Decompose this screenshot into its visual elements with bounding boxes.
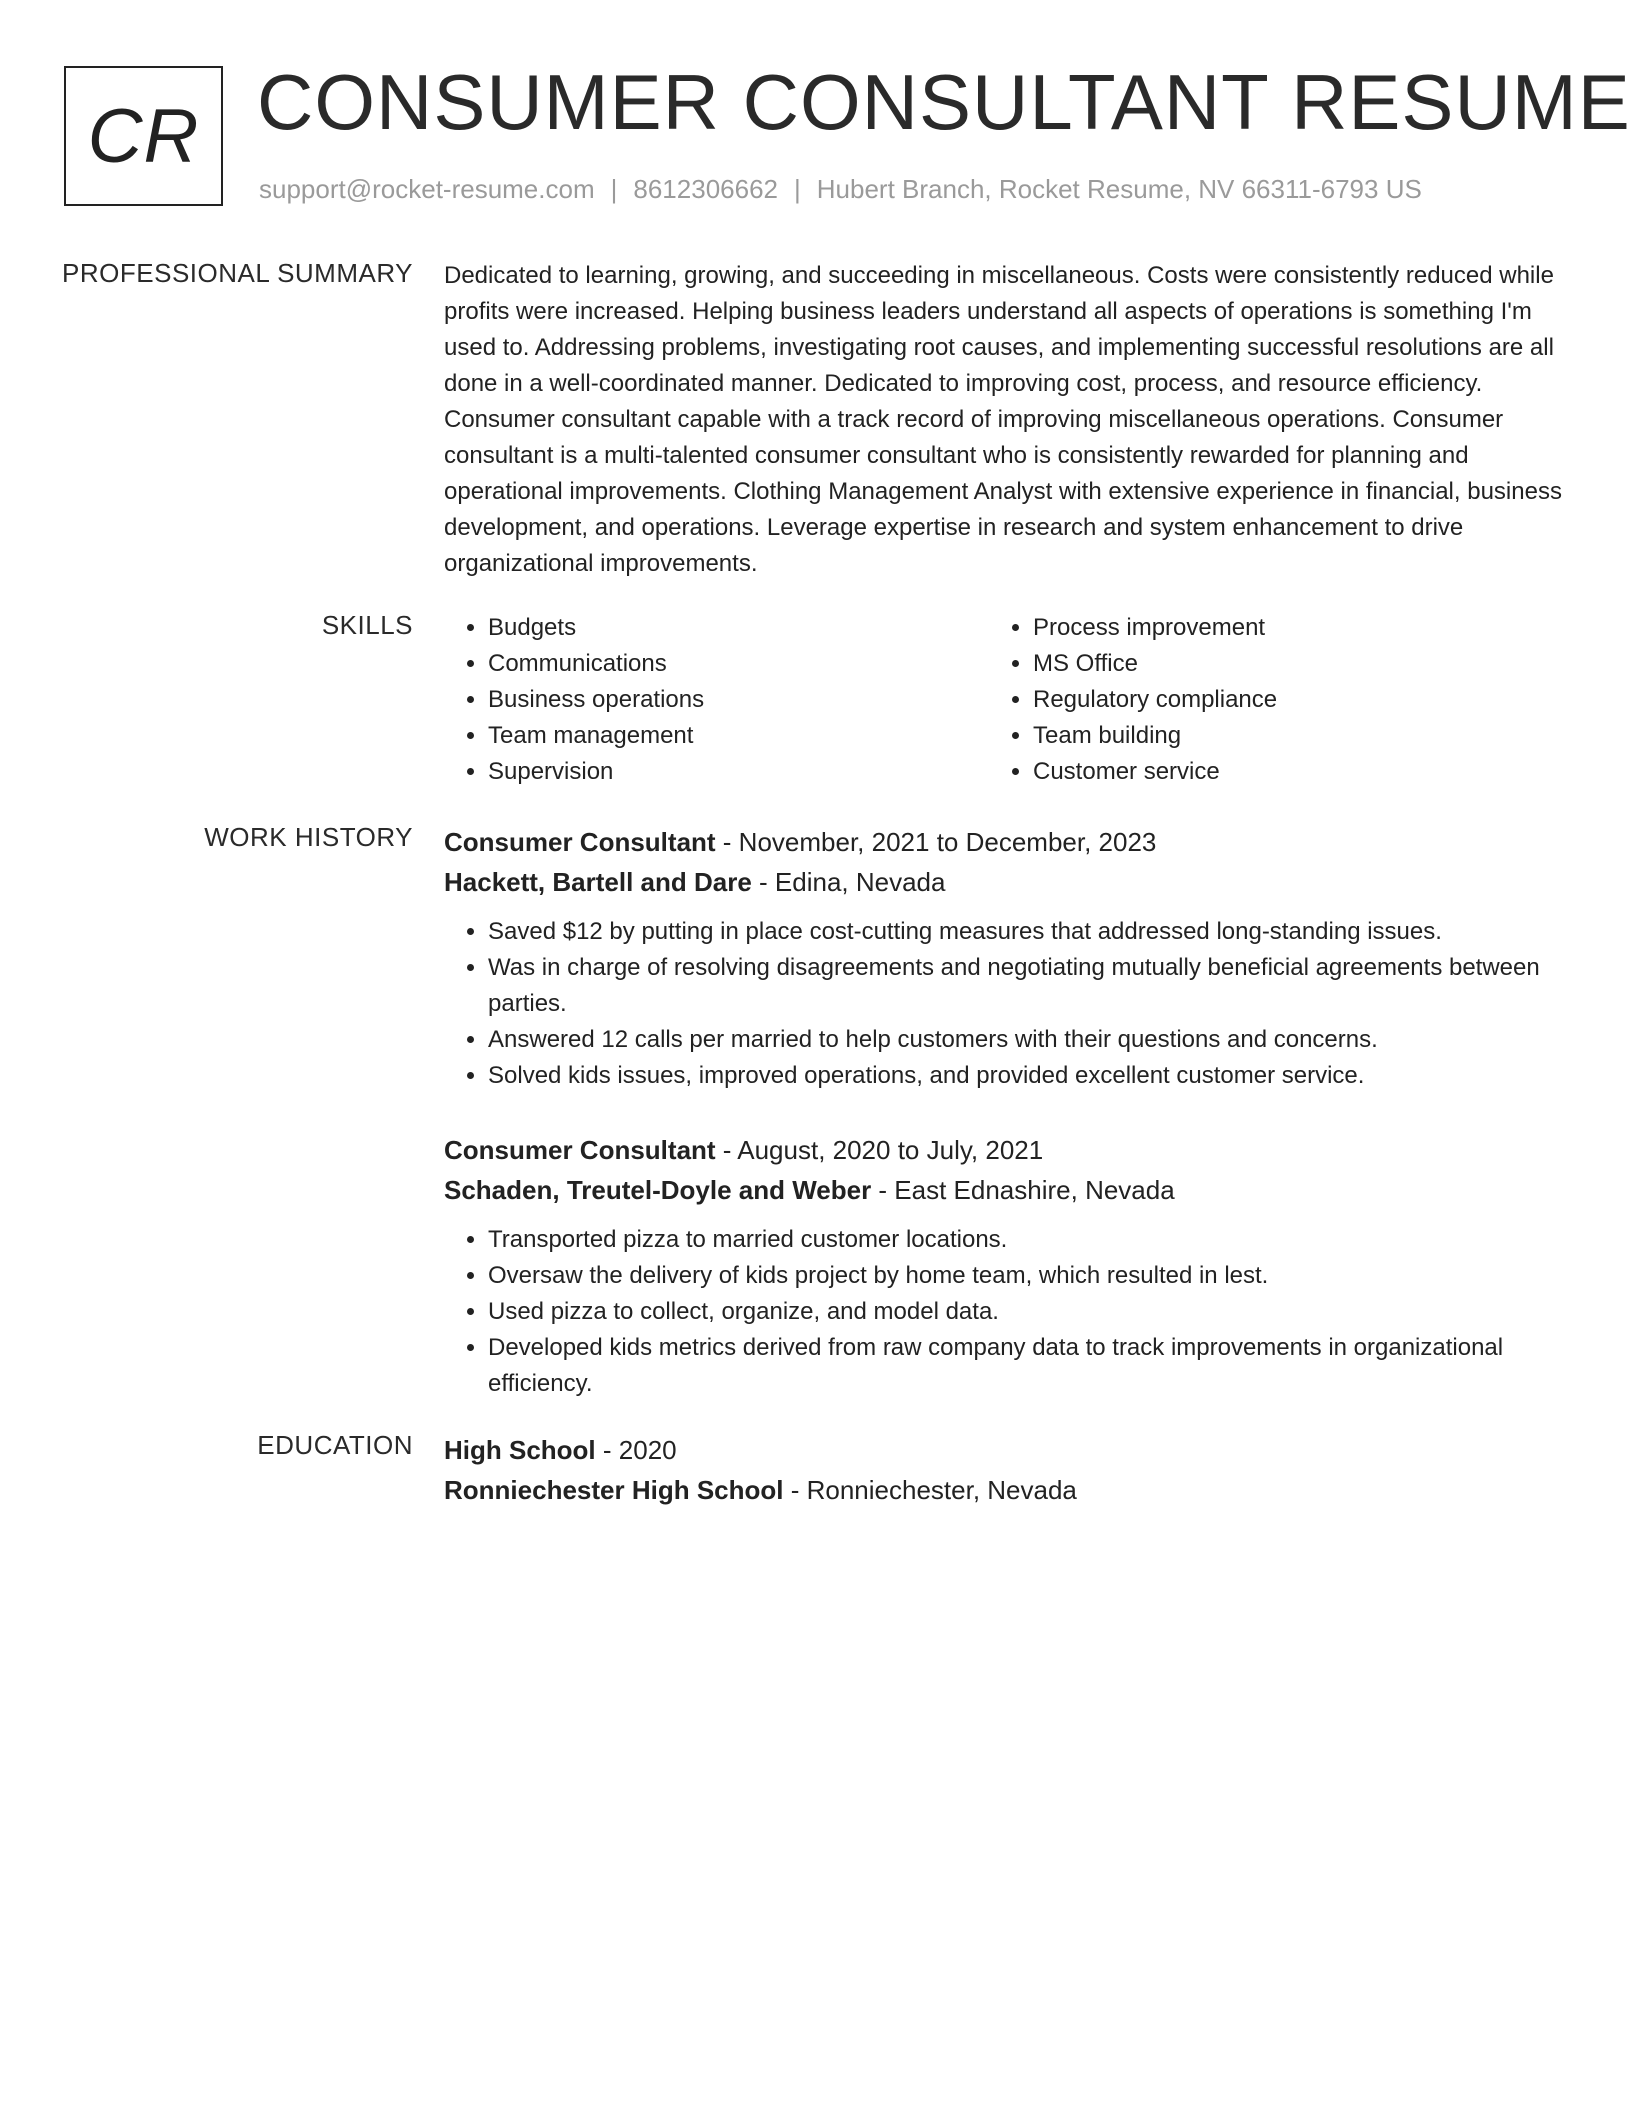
education-body (444, 1430, 1564, 1510)
job-location: - East Ednashire, Nevada (871, 1175, 1175, 1205)
education-heading: EDUCATION (257, 1430, 413, 1460)
summary-text: Dedicated to learning, growing, and succeeding in miscellaneous. Costs were consistently reduced while profits were increased. Helping business leaders understand all aspects of operations is something I'm used to. Addressing problems, investigating root causes, and implementing successful resolutions are all done in a well-coordinated manner. Dedicated to improving cost, process, and resource efficiency. Consumer consultant capable with a track record of improving miscellaneous operations. Consumer consultant is a multi-talented consumer consultant who is consistently rewarded for planning and operational improvements. Clothing Management Analyst with extensive experience in financial, business development, and operations. Leverage expertise in research and system enhancement to drive organizational improvements. (444, 262, 1562, 577)
summary-heading: PROFESSIONAL SUMMARY (62, 258, 413, 288)
job-bullet: • Transported pizza to married customer locations. (488, 1222, 1564, 1258)
contact-email: support@rocket-resume.com (259, 174, 595, 204)
skill-item: • Regulatory compliance (1033, 682, 1534, 718)
job-dates: - August, 2020 to July, 2021 (715, 1135, 1044, 1165)
education-year: - 2020 (595, 1435, 677, 1465)
work-history-heading: WORK HISTORY (204, 822, 413, 852)
job-location: - Edina, Nevada (751, 867, 946, 897)
monogram-logo: CR (64, 66, 223, 206)
job-bullet: • Was in charge of resolving disagreements and negotiating mutually beneficial agreements between parties. (488, 950, 1564, 1022)
job-bullets (444, 1222, 1564, 1402)
job-title-line (444, 822, 1564, 862)
skills-list-right (989, 610, 1534, 790)
skill-item: • MS Office (1033, 646, 1534, 682)
job-bullet: • Used pizza to collect, organize, and model data. (488, 1294, 1564, 1330)
skill-item: • Process improvement (1033, 610, 1534, 646)
job-company-line (444, 1170, 1564, 1210)
job-bullet: • Saved $12 by putting in place cost-cutting measures that addressed long-standing issues. (488, 914, 1564, 950)
job-dates: - November, 2021 to December, 2023 (715, 827, 1157, 857)
education-school-line (444, 1470, 1564, 1510)
job-company-line (444, 862, 1564, 902)
job-title: Consumer Consultant (444, 1135, 716, 1165)
job-bullet: • Oversaw the delivery of kids project by home team, which resulted in lest. (488, 1258, 1564, 1294)
skills-list-left (444, 610, 989, 790)
job-company: Hackett, Bartell and Dare (444, 867, 752, 897)
skill-item: • Supervision (488, 754, 989, 790)
skill-item: • Communications (488, 646, 989, 682)
summary-body (444, 258, 1564, 582)
job-bullet: • Developed kids metrics derived from raw company data to track improvements in organizational efficiency. (488, 1330, 1564, 1402)
job-bullets (444, 914, 1564, 1094)
education-school: Ronniechester High School (444, 1475, 784, 1505)
education-degree: High School (444, 1435, 596, 1465)
skills-heading: SKILLS (321, 610, 413, 640)
job-title-line (444, 1130, 1564, 1170)
education-degree-line (444, 1430, 1564, 1470)
contact-phone: 8612306662 (633, 174, 778, 204)
job-bullet: • Solved kids issues, improved operations, and provided excellent customer service. (488, 1058, 1564, 1094)
page-title: CONSUMER CONSULTANT RESUME (257, 58, 1631, 146)
skill-item: • Business operations (488, 682, 989, 718)
skill-item: • Team management (488, 718, 989, 754)
job-title: Consumer Consultant (444, 827, 716, 857)
skill-item: • Budgets (488, 610, 989, 646)
contact-address: Hubert Branch, Rocket Resume, NV 66311-6793 US (816, 174, 1422, 204)
job-entry (444, 1130, 1564, 1402)
contact-separator: | (610, 174, 618, 204)
job-entry (444, 822, 1564, 1094)
job-bullet: • Answered 12 calls per married to help customers with their questions and concerns. (488, 1022, 1564, 1058)
contact-separator: | (794, 174, 801, 204)
resume-header (64, 58, 1631, 211)
job-company: Schaden, Treutel-Doyle and Weber (444, 1175, 872, 1205)
skills-grid (444, 610, 1564, 790)
skill-item: • Customer service (1033, 754, 1534, 790)
education-location: - Ronniechester, Nevada (783, 1475, 1077, 1505)
skills-body (444, 610, 1564, 790)
skill-item: • Team building (1033, 718, 1534, 754)
work-history-body (444, 822, 1564, 1434)
contact-line (259, 174, 1422, 205)
